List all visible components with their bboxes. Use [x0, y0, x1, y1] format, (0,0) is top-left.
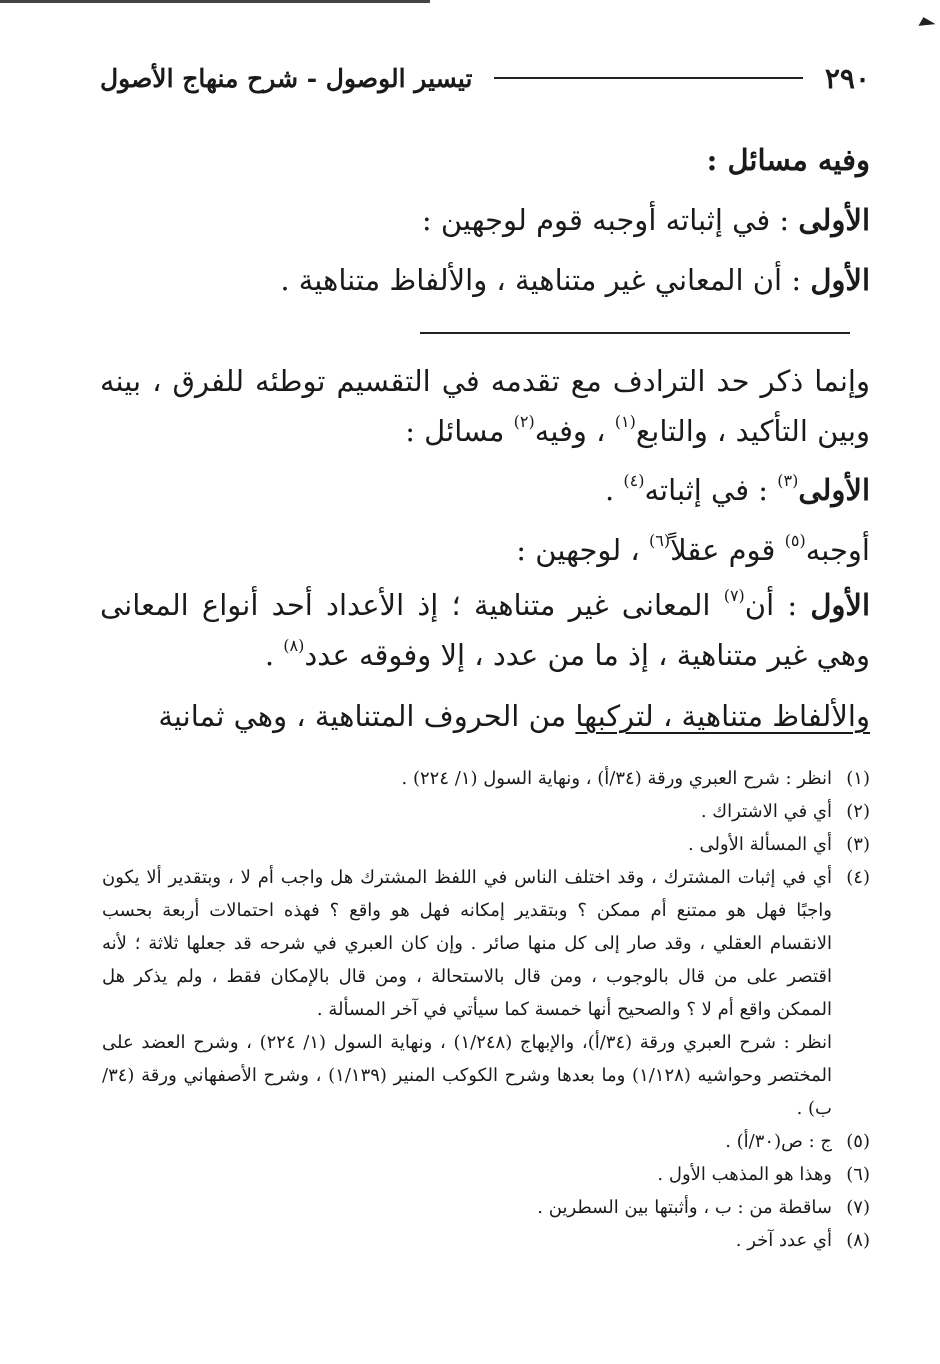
- body-text: أوجبه: [805, 533, 870, 567]
- footnote-ref[interactable]: (٨): [283, 636, 305, 655]
- page-number: ٢٩٠: [824, 61, 870, 95]
- footnote-ref[interactable]: (٣): [777, 471, 799, 490]
- footnote-ref[interactable]: (٥): [784, 531, 806, 550]
- footnote-2: [102, 795, 870, 828]
- commentary-paragraph-2: [100, 462, 870, 518]
- footnote-ref[interactable]: (٤): [623, 471, 645, 490]
- section-divider: [420, 332, 850, 334]
- matn-text: : أن المعاني غير متناهية ، والألفاظ متناهية .: [280, 263, 811, 297]
- footnote-number: (١): [846, 768, 870, 789]
- matn-label: الأولى: [798, 203, 870, 237]
- matn-text: : في إثباته أوجبه قوم لوجهين :: [421, 203, 799, 237]
- footnote-5: [102, 1125, 870, 1158]
- footnote-ref[interactable]: (١): [614, 412, 636, 431]
- matn-line-3: [100, 252, 870, 308]
- footnote-4: [102, 861, 870, 1125]
- footnote-7: [102, 1191, 870, 1224]
- body-text: : أن: [744, 588, 811, 622]
- footnote-1: [102, 762, 870, 795]
- body-text: المعانى غير متناهية ؛ إذ الأعداد أحد أنواع المعانى وهي غير متناهية ، إذ ما من عدد ، إلا وفوقه عدد: [100, 588, 870, 672]
- footnote-text: أي المسألة الأولى .: [688, 834, 832, 855]
- matn-line-2: [100, 192, 870, 248]
- footnote-text-block: [102, 861, 832, 1125]
- matn-label: الأول: [810, 263, 870, 297]
- footnote-number: (٨): [846, 1230, 870, 1251]
- footnote-3: [102, 828, 870, 861]
- footnote-6: [102, 1158, 870, 1191]
- footnote-ref[interactable]: (٢): [513, 412, 535, 431]
- body-text: ، لوجهين :: [516, 533, 649, 567]
- body-text: وإنما ذكر حد الترادف مع تقدمه في التقسيم توطئه للفرق ، بينه وبين التأكيد ، والتابع: [100, 364, 870, 448]
- footnote-8: [102, 1224, 870, 1257]
- footnote-text: وهذا هو المذهب الأول .: [657, 1164, 832, 1185]
- footnote-number: (٤): [846, 867, 870, 888]
- commentary-paragraph-5: [100, 688, 870, 744]
- body-text: قوم عقلاً: [670, 533, 785, 567]
- footnote-text: ساقطة من : ب ، وأثبتها بين السطرين .: [537, 1197, 832, 1218]
- footnote-number: (٦): [846, 1164, 870, 1185]
- footnote-text: انظر : شرح العبري ورقة (٣٤/أ) ، ونهاية السول (١/ ٢٢٤) .: [401, 768, 832, 789]
- body-text: ، وفيه: [534, 414, 615, 448]
- footnote-ref[interactable]: (٦): [649, 531, 671, 550]
- footnote-number: (٥): [846, 1131, 870, 1152]
- corner-arrow-icon: [918, 17, 935, 33]
- footnote-number: (٣): [846, 834, 870, 855]
- footnote-text: أي في إثبات المشترك ، وقد اختلف الناس في اللفظ المشترك هل واجب أم لا ، وبتقدير ألا يكون واجبًا فهل هو ممتنع أم ممكن ؟ وبتقدير إمكانه فهل هو واقع ؟ فهذه احتمالات أربعة بحسب الانقسام العقلي ، وقد صار إلى كل منها صائر . وإن كان العبري في شرحه قد جعلها ثلاثة ؛ لأنه اقتصر على من قال بالوجوب ، ومن قال بالاستحالة ، ومن قال بالإمكان فقط ، ولم يذكر هل الممكن واقع أم لا ؟ والصحيح أنها خمسة كما سيأتي في آخر المسألة .: [102, 867, 832, 1020]
- matn-line-1: [100, 132, 870, 188]
- body-label: الأولى: [798, 473, 870, 507]
- underlined-text: والألفاظ متناهية ، لتركبها: [575, 699, 870, 733]
- scan-edge-line: [0, 0, 430, 3]
- footnote-text: ج : ص(٣٠/أ) .: [725, 1131, 832, 1152]
- page-header: [100, 58, 870, 98]
- body-text: من الحروف المتناهية ، وهي ثمانية: [158, 699, 576, 733]
- footnotes: [102, 762, 870, 1257]
- matn-text: وفيه مسائل :: [706, 143, 870, 177]
- commentary-paragraph-3: [100, 522, 870, 578]
- running-title: تيسير الوصول - شرح منهاج الأصول: [100, 63, 473, 93]
- body-label: الأول: [810, 588, 870, 622]
- commentary-paragraph-1: [100, 356, 870, 456]
- commentary-paragraph-4: [100, 580, 870, 680]
- footnote-number: (٧): [846, 1197, 870, 1218]
- body-text: .: [264, 638, 284, 672]
- header-rule: [494, 77, 802, 79]
- body-text: مسائل :: [405, 414, 514, 448]
- footnote-ref[interactable]: (٧): [723, 586, 745, 605]
- footnote-text: أي في الاشتراك .: [700, 801, 832, 822]
- footnote-text: أي عدد آخر .: [735, 1230, 832, 1251]
- body-text: .: [604, 473, 624, 507]
- footnote-continuation: انظر : شرح العبري ورقة (٣٤/أ)، والإبهاج (١/٢٤٨) ، ونهاية السول (١/ ٢٢٤) ، وشرح العضد على المختصر وحواشيه (١/١٢٨) وما بعدها وشرح الكوكب المنير (١/١٣٩) ، وشرح الأصفهاني ورقة (٣٤/ب) .: [102, 1032, 832, 1119]
- body-text: : في إثباته: [644, 473, 778, 507]
- footnote-number: (٢): [846, 801, 870, 822]
